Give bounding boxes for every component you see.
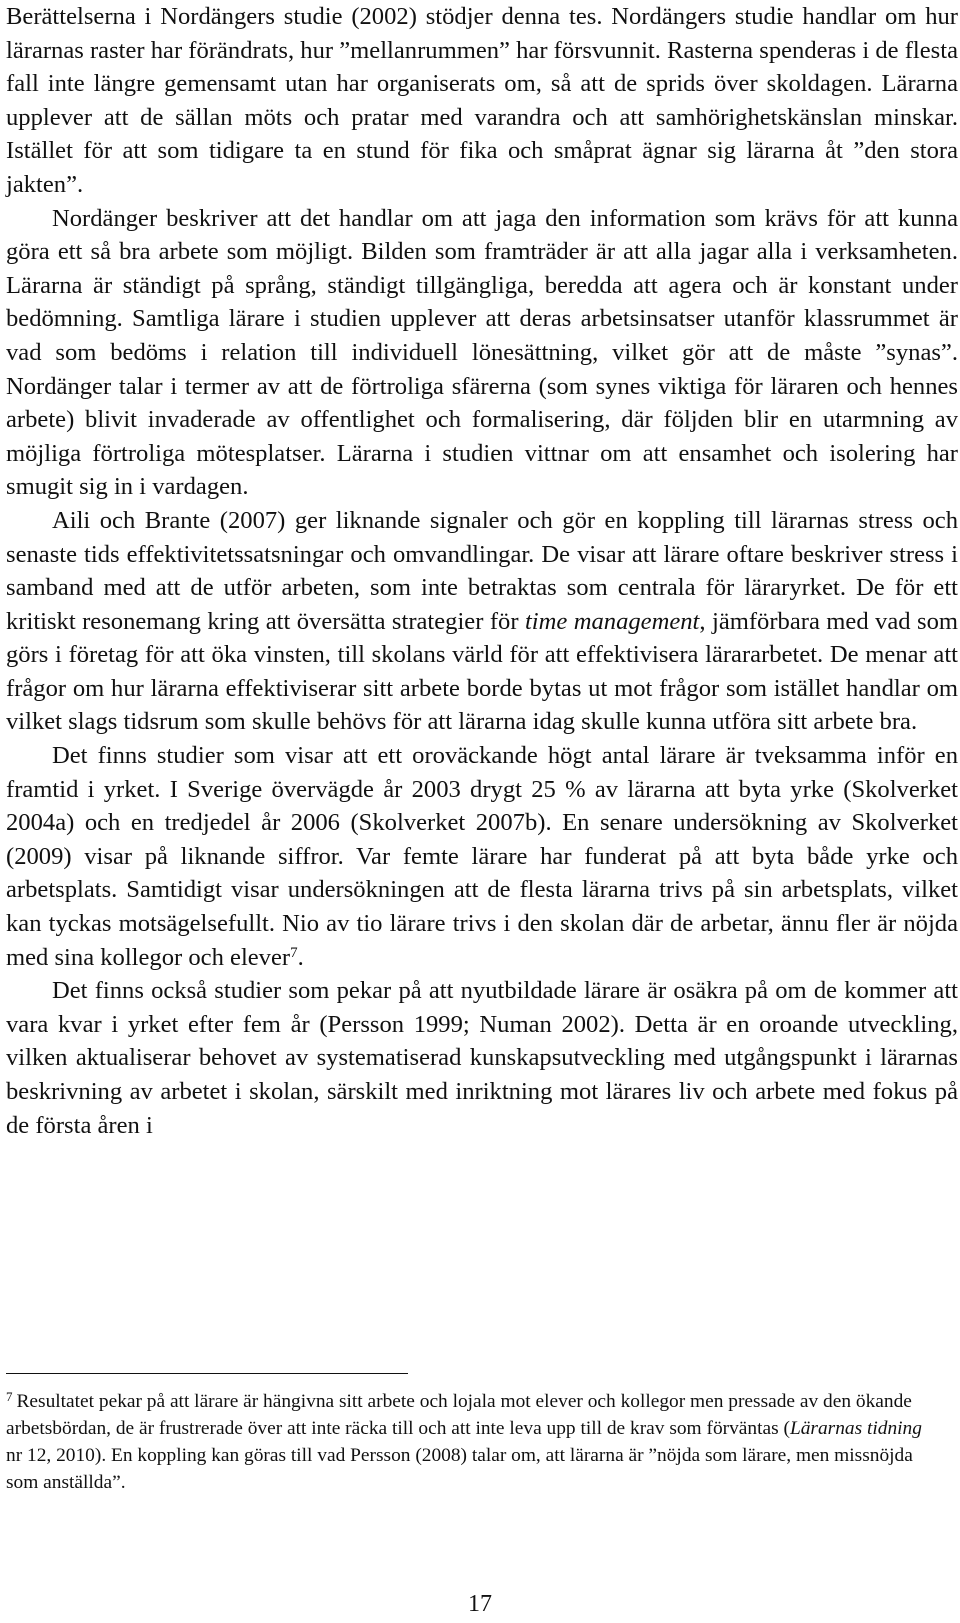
paragraph-4 <box>6 739 958 974</box>
paragraph-3-text-after: , jämförbara med vad som görs i företag för att öka vinsten, till skolans värld för att effektivisera lärararbetet. De menar att frågor om hur lärarna effektiviserar sitt arbete borde bytas ut mot frågor som istället handlar om vilket slags tidsrum som skulle behövs för att lärarna idag skulle kunna utföra sitt arbete bra. <box>6 607 958 736</box>
paragraph-1-text: Berättelserna i Nordängers studie (2002) stödjer denna tes. Nordängers studie handlar om hur lärarnas raster har förändrats, hur ”mellanrummen” har försvunnit. Rasterna spenderas i de flesta fall inte längre gemensamt utan har organiserats om, så att de sprids över skoldagen. Lärarna upplever att de sällan möts och pratar med varandra och att samhörighetskänslan minskar. Istället för att som tidigare ta en stund för fika och småprat ägnar sig lärarna åt ”den stora jakten”. <box>6 3 958 198</box>
document-page <box>6 0 958 1623</box>
footnote-number: 7 <box>6 1389 13 1404</box>
paragraph-5 <box>6 974 958 1142</box>
body-text <box>6 0 958 1142</box>
paragraph-5-text: Det finns också studier som pekar på att nyutbildade lärare är osäkra på om de kommer att vara kvar i yrket efter fem år (Persson 1999; Numan 2002). Detta är en oroande utveckling, vilken aktualiserar behovet av systematiserad kunskapsutveckling med utgångspunkt i lärarnas beskrivning av arbetet i skolan, särskilt med inriktning mot lärares liv och arbete med fokus på de första åren i <box>6 977 958 1139</box>
paragraph-3-text-before: Aili och Brante (2007) ger liknande signaler och gör en koppling till lärarnas stress och senaste tids effektivitetssatsningar och omvandlingar. De visar att lärare oftare beskriver stress i samband med att de utför arbeten, som inte betraktas som centrala för läraryrket. De för ett kritiskt resonemang kring att översätta strategier för <box>6 506 958 635</box>
paragraph-2 <box>6 202 958 504</box>
footnote-text-before: Resultatet pekar på att lärare är hängivna sitt arbete och lojala mot elever och kollegor men pressade av den ökande arbetsbördan, de är frustrerade över att inte räcka till och att inte leva upp till de krav som förväntas ( <box>6 1391 912 1439</box>
footnote-italic-title: Lärarnas tidning <box>789 1418 922 1439</box>
footnote-separator <box>6 1373 408 1374</box>
paragraph-3-italic-term: time management <box>524 607 700 635</box>
paragraph-4-text: Det finns studier som visar att ett oroväckande högt antal lärare är tveksamma inför en framtid i yrket. I Sverige övervägde år 2003 drygt 25 % av lärarna att byta yrke (Skolverket 2004a) och en tredjedel år 2006 (Skolverket 2007b). En senare undersökning av Skolverket (2009) visar på liknande siffror. Var femte lärare har funderat på att byta både yrke och arbetsplats. Samtidigt visar undersökningen att de flesta lärarna trivs på sin arbetsplats, vilket kan tyckas motsägelsefullt. Nio av tio lärare trivs i den skolan där de arbetar, ännu fler är nöjda med sina kollegor och elever <box>6 742 958 971</box>
footnote <box>6 1388 936 1496</box>
paragraph-1 <box>6 0 958 202</box>
footnote-reference: 7 <box>290 944 298 961</box>
paragraph-3 <box>6 504 958 739</box>
footnote-text-after: nr 12, 2010). En koppling kan göras till vad Persson (2008) talar om, att lärarna är ”nöjda som lärare, men missnöjda som anställda”. <box>6 1445 913 1493</box>
page-number: 17 <box>468 1591 492 1617</box>
paragraph-4-text-end: . <box>297 943 304 971</box>
paragraph-2-text: Nordänger beskriver att det handlar om att jaga den information som krävs för att kunna göra ett så bra arbete som möjligt. Bilden som framträder är att alla jagar alla i verksamheten. Lärarna är ständigt på språng, ständigt tillgängliga, beredda att agera och är konstant under bedömning. Samtliga lärare i studien upplever att deras arbetsinsatser utanför klassrummet är vad som bedöms i relation till individuell lönesättning, vilket gör att de måste ”synas”. Nordänger talar i termer av att de förtroliga sfärerna (som synes viktiga för läraren och hennes arbete) blivit invaderade av offentlighet och formalisering, där följden blir en utarmning av möjliga förtroliga mötesplatser. Lärarna i studien vittnar om att ensamhet och isolering har smugit sig in i vardagen. <box>6 204 958 501</box>
